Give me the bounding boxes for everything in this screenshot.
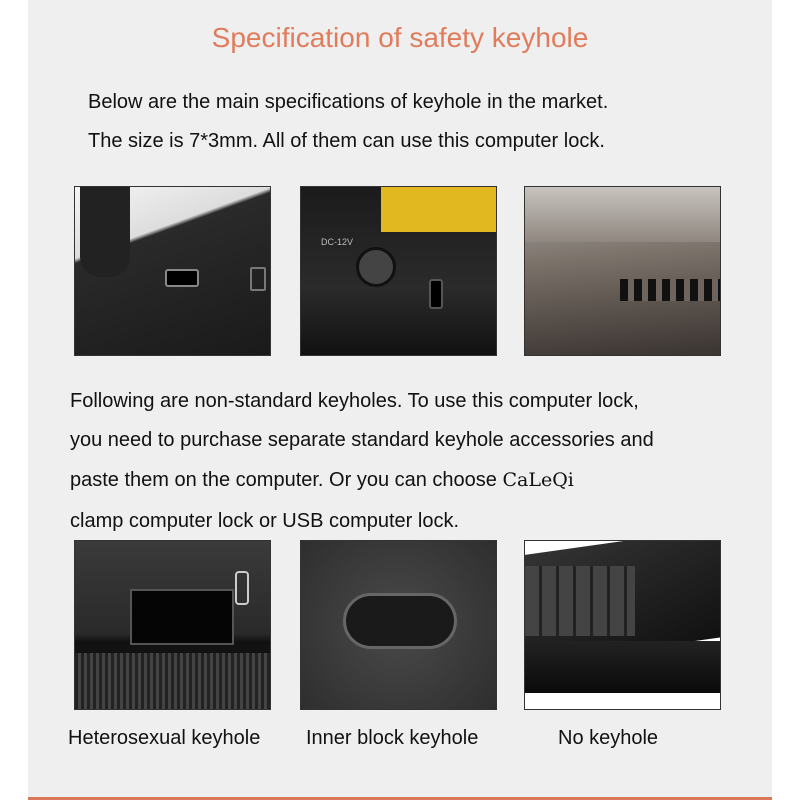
nonstandard-line-1: Following are non-standard keyholes. To use this computer lock, bbox=[70, 390, 639, 412]
photo-standard-keyhole-1 bbox=[74, 186, 271, 356]
nonstandard-line-2: you need to purchase separate standard keyhole accessories and bbox=[70, 429, 654, 451]
photo-heterosexual-keyhole bbox=[74, 540, 271, 710]
caption-inner-block-keyhole: Inner block keyhole bbox=[306, 727, 479, 749]
photo-no-keyhole bbox=[524, 540, 721, 710]
brand-name: CaLeQi bbox=[502, 469, 574, 491]
dc-label: DC-12V bbox=[321, 237, 354, 247]
intro-line-1: Below are the main specifications of keyhole in the market. bbox=[88, 91, 609, 113]
intro-line-2: The size is 7*3mm. All of them can use this computer lock. bbox=[88, 130, 605, 152]
photo-standard-keyhole-2 bbox=[300, 186, 497, 356]
nonstandard-line-3-text: paste them on the computer. Or you can choose bbox=[70, 469, 497, 491]
photo-standard-keyhole-3 bbox=[524, 186, 721, 356]
photo-inner-block-keyhole bbox=[300, 540, 497, 710]
nonstandard-line-3 bbox=[70, 469, 574, 492]
caption-heterosexual-keyhole: Heterosexual keyhole bbox=[68, 727, 261, 749]
nonstandard-line-4: clamp computer lock or USB computer lock. bbox=[70, 510, 460, 532]
caption-no-keyhole: No keyhole bbox=[558, 727, 659, 749]
page-title: Specification of safety keyhole bbox=[211, 22, 589, 53]
